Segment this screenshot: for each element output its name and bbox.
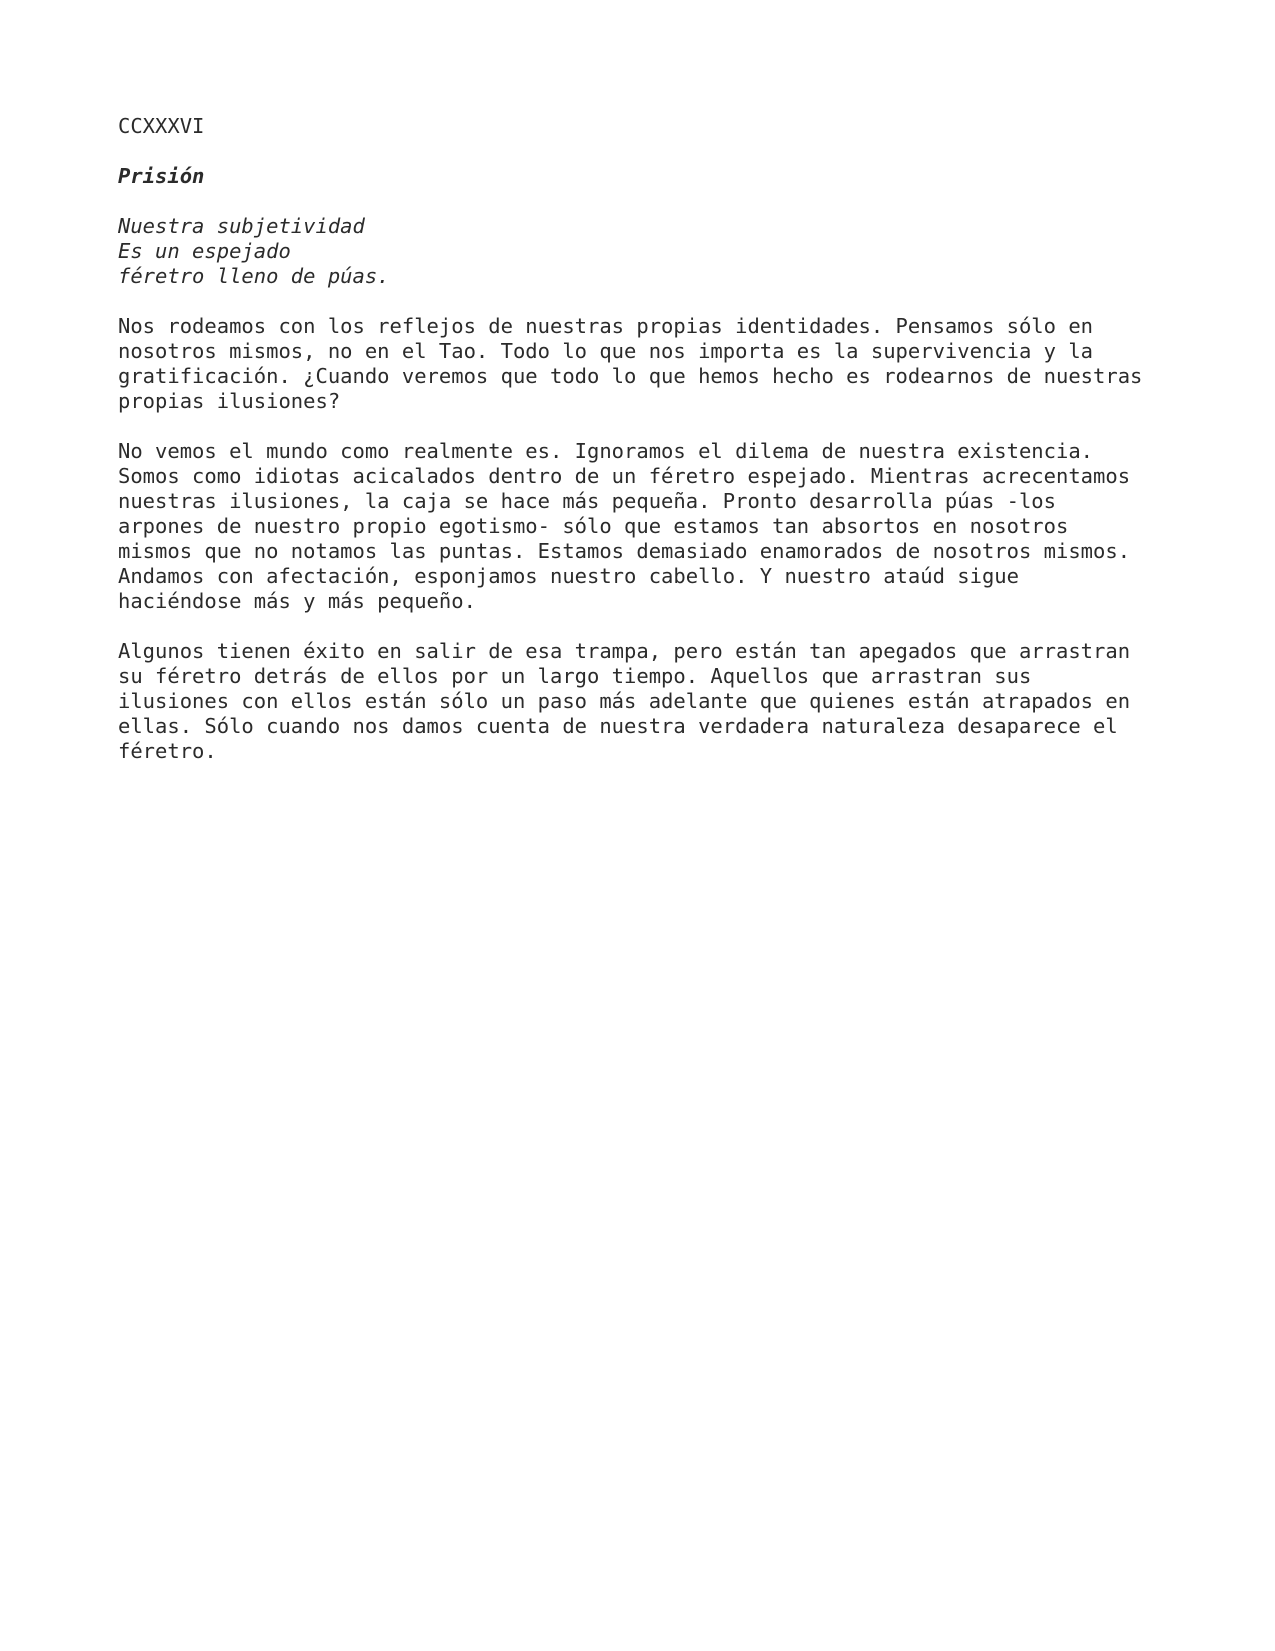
verse-line: Nuestra subjetividad [118,214,365,238]
paragraph-line: No vemos el mundo como realmente es. Ignoramos el dilema de nuestra existencia. [118,439,1094,463]
paragraph-line: su féretro detrás de ellos por un largo tiempo. Aquellos que arrastran sus [118,664,1032,688]
paragraph-line: Andamos con afectación, esponjamos nuestro cabello. Y nuestro ataúd sigue [118,564,1019,588]
paragraph-line: arpones de nuestro propio egotismo- sólo que estamos tan absortos en nosotros [118,514,1069,538]
spacer [118,414,1178,439]
verse-line: féretro lleno de púas. [118,264,390,288]
paragraph-1 [118,314,1178,414]
paragraph-line: mismos que no notamos las puntas. Estamos demasiado enamorados de nosotros mismos. [118,539,1131,563]
spacer [118,189,1178,214]
paragraph-2 [118,439,1178,614]
paragraph-line: nuestras ilusiones, la caja se hace más pequeña. Pronto desarrolla púas -los [118,489,1056,513]
paragraph-line: haciéndose más y más pequeño. [118,589,476,613]
document-page [118,114,1178,764]
poem-title: Prisión [118,164,205,188]
verse-line: Es un espejado [118,239,291,263]
chapter-numeral: CCXXXVI [118,114,205,138]
spacer [118,614,1178,639]
paragraph-line: ilusiones con ellos están sólo un paso más adelante que quienes están atrapados en [118,689,1131,713]
paragraph-line: propias ilusiones? [118,389,341,413]
verse-block [118,214,1178,289]
paragraph-line: Nos rodeamos con los reflejos de nuestras propias identidades. Pensamos sólo en [118,314,1094,338]
spacer [118,139,1178,164]
spacer [118,289,1178,314]
paragraph-line: nosotros mismos, no en el Tao. Todo lo que nos importa es la supervivencia y la [118,339,1094,363]
paragraph-line: féretro. [118,739,217,763]
paragraph-line: gratificación. ¿Cuando veremos que todo lo que hemos hecho es rodearnos de nuestras [118,364,1143,388]
paragraph-line: Somos como idiotas acicalados dentro de un féretro espejado. Mientras acrecentamos [118,464,1131,488]
paragraph-line: Algunos tienen éxito en salir de esa trampa, pero están tan apegados que arrastran [118,639,1131,663]
paragraph-line: ellas. Sólo cuando nos damos cuenta de nuestra verdadera naturaleza desaparece el [118,714,1118,738]
paragraph-3 [118,639,1178,764]
